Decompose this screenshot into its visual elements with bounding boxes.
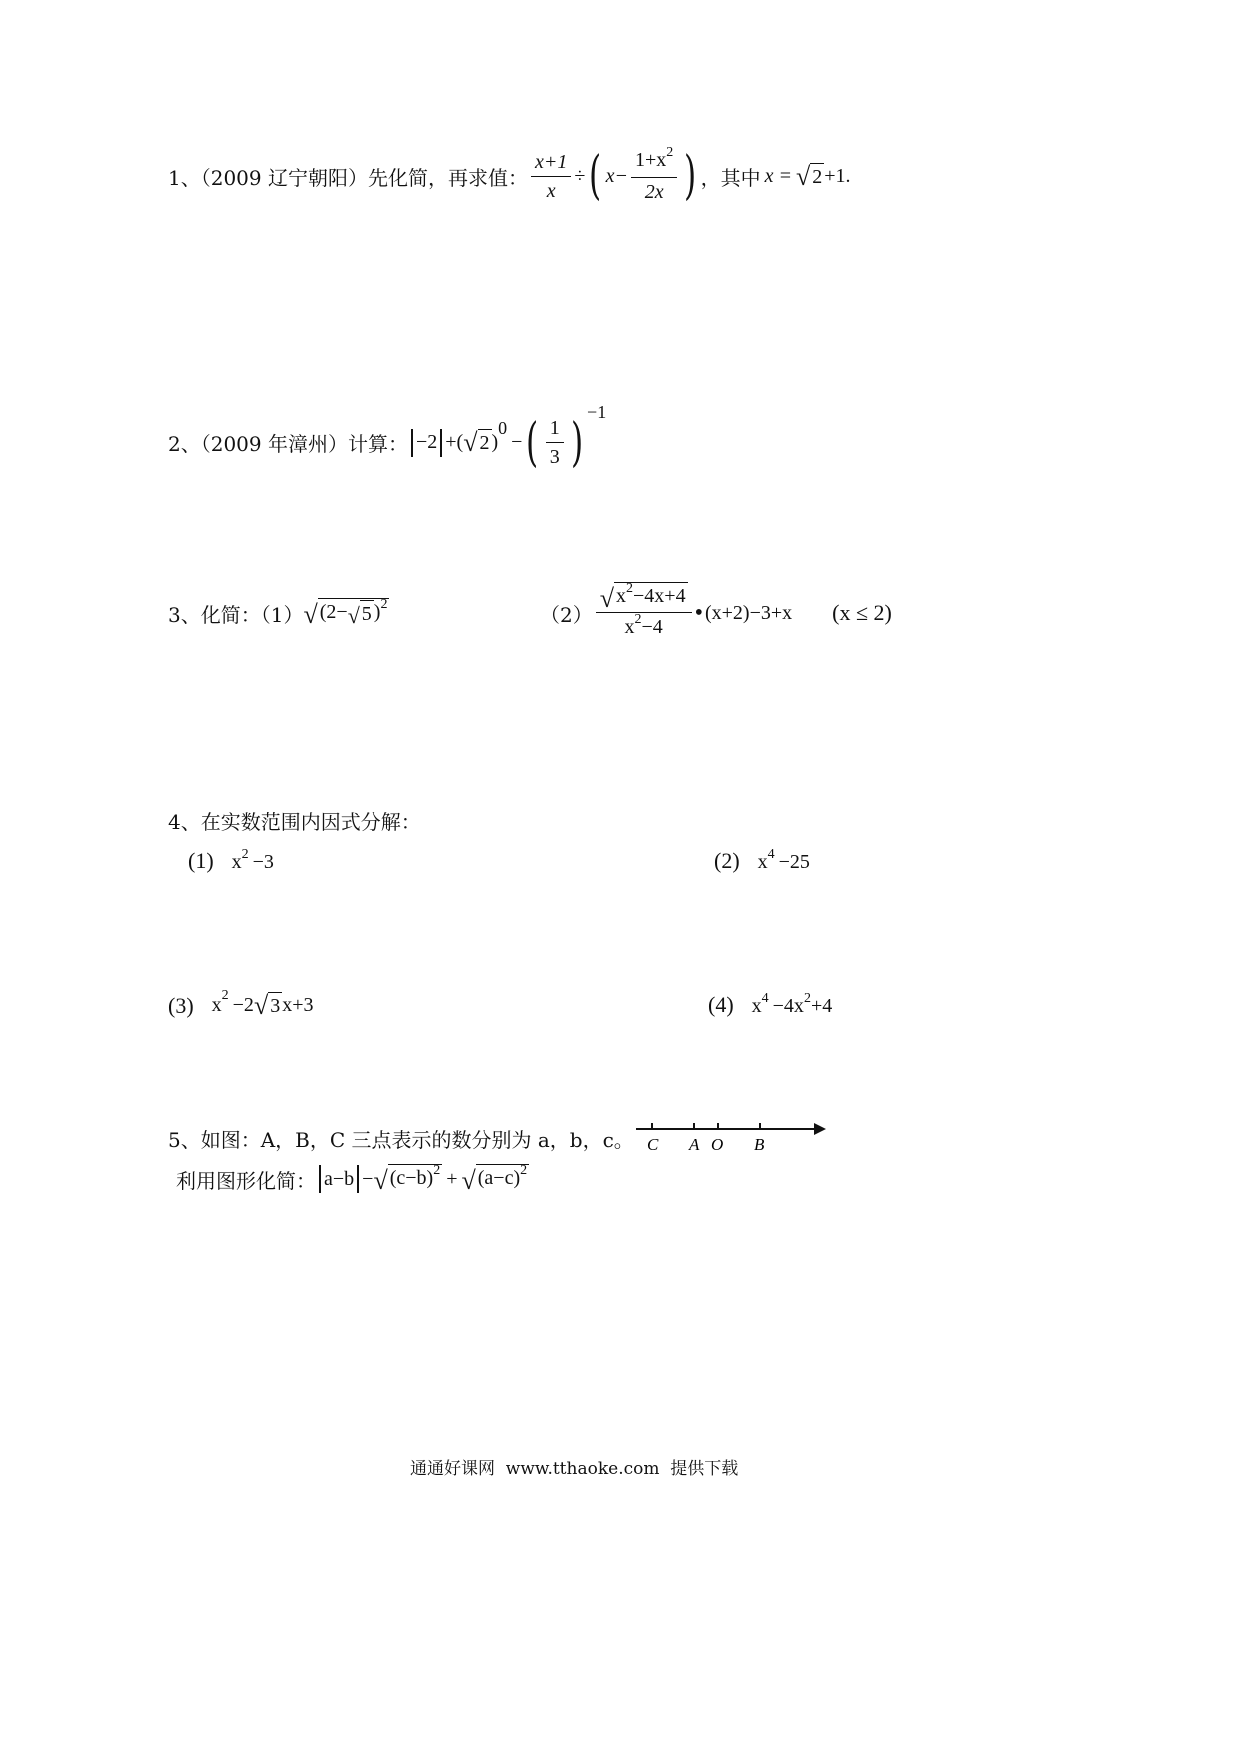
q4-item-2: (2) $x^4 -25$ [714,847,810,873]
q2-exponent-zero: 0 [498,418,508,438]
q4-item-4: (4) $x^4 -4x^2+4$ [708,991,833,1017]
q1-period: . [845,164,851,187]
sqrt-icon: √ [461,1166,476,1195]
sqrt-icon: √ [599,584,615,614]
q1-divide-sign: ÷ [574,164,586,187]
q2-plus: + [445,431,457,453]
q5-minus: − [362,1167,374,1190]
q2-abs-right-bar [440,429,442,457]
sqrt-icon: √ [795,161,811,191]
q2-paren-open: ( [456,431,464,453]
q1-inner-x: x− [605,164,629,187]
q1-fraction-1 [531,148,571,205]
q1-condition-rest: +1 [824,164,846,187]
q1-frac2-denominator: 2x [644,181,664,203]
q2-minus: − [511,431,523,453]
q2-paren-close: ) [491,431,499,453]
question-3-part-1 [168,598,389,628]
point-label-c: C [647,1135,659,1154]
q1-left-paren: ( [589,146,602,206]
q5-abs-left-bar [319,1165,321,1193]
q1-sqrt: √ 2 [795,161,823,191]
question-1 [168,146,851,206]
q3-p2-label: （2） [540,602,593,627]
arrow-right-icon [814,1123,826,1135]
q5-number-line [636,1118,836,1154]
sqrt-icon: √ [303,600,318,629]
q5-line2-label: 利用图形化简： [176,1168,316,1193]
question-5-label: 5、如图：A，B，C 三点表示的数分别为 a，b，c。 [168,1128,634,1152]
q3-p2-dot: • [694,599,703,626]
sqrt-icon: √ [253,991,269,1020]
question-3-part-2 [540,582,892,644]
q1-frac2-numerator: 1+x [635,149,667,171]
sqrt-icon: √ [373,1166,388,1195]
q5-abs-right-bar [357,1165,359,1193]
q4-item-1: (1) $x^2 -3$ [188,847,274,873]
q3-p2-rest: (x+2)−3+x [704,601,793,624]
page-footer: 通通好课网 www.tthaoke.com 提供下载 [410,1459,739,1479]
q3-p2-condition: (x ≤ 2) [832,600,892,626]
point-label-a: A [689,1135,700,1154]
q1-frac1-numerator: x+1 [531,148,571,177]
q3-p1-sqrt: √ (2− √ 5 )$^2$ [303,597,388,629]
q5-plus: + [446,1167,458,1190]
q4-item-2-number: (2) [714,848,740,873]
point-label-b: B [754,1135,765,1154]
q4-item-3-number: (3) [168,992,194,1018]
question-5-line-2 [176,1164,529,1194]
question-2 [168,402,607,473]
q2-right-paren: ) [570,412,583,473]
q3-p2-fraction: √ $x^2-4x+4$ $x^2-4$ [596,582,692,644]
q1-frac2-exponent: 2 [666,145,674,160]
q2-fraction: $\frac{1}{3}$ [546,414,564,471]
q1-condition-lhs: x = [764,164,792,187]
point-label-o: O [711,1135,724,1154]
q5-sqrt-2: √ $(a-c)^2$ [461,1163,528,1195]
q1-fraction-2 [631,146,677,206]
q2-abs-value: −2 [415,431,438,453]
q1-right-paren: ) [684,146,697,206]
q3-label: 3、化简：（1） [168,602,304,627]
q4-item-4-number: (4) [708,992,734,1017]
sqrt-icon: √ [347,602,360,628]
q5-sqrt-1: √ $(c-b)^2$ [373,1163,441,1195]
q5-abs-inner: a−b [324,1167,355,1190]
q4-item-1-number: (1) [188,848,214,873]
q2-exponent-neg1: −1 [587,402,607,422]
q2-label: 2、（2009 年漳州）计算： [168,432,408,456]
question-4-label: 4、在实数范围内因式分解： [168,810,421,834]
sqrt-icon: √ [463,428,478,457]
q2-abs-left-bar [411,429,413,457]
q1-label: 1、（2009 辽宁朝阳）先化简，再求值： [168,165,528,190]
q1-tail: ，其中 [700,165,761,190]
q2-sqrt: √ 2 [463,428,490,457]
q1-frac1-denominator: x [546,179,556,202]
q4-item-3: (3) x 2 −2 √ 3 x+3 [168,987,314,1020]
q2-left-paren: ( [526,412,539,473]
